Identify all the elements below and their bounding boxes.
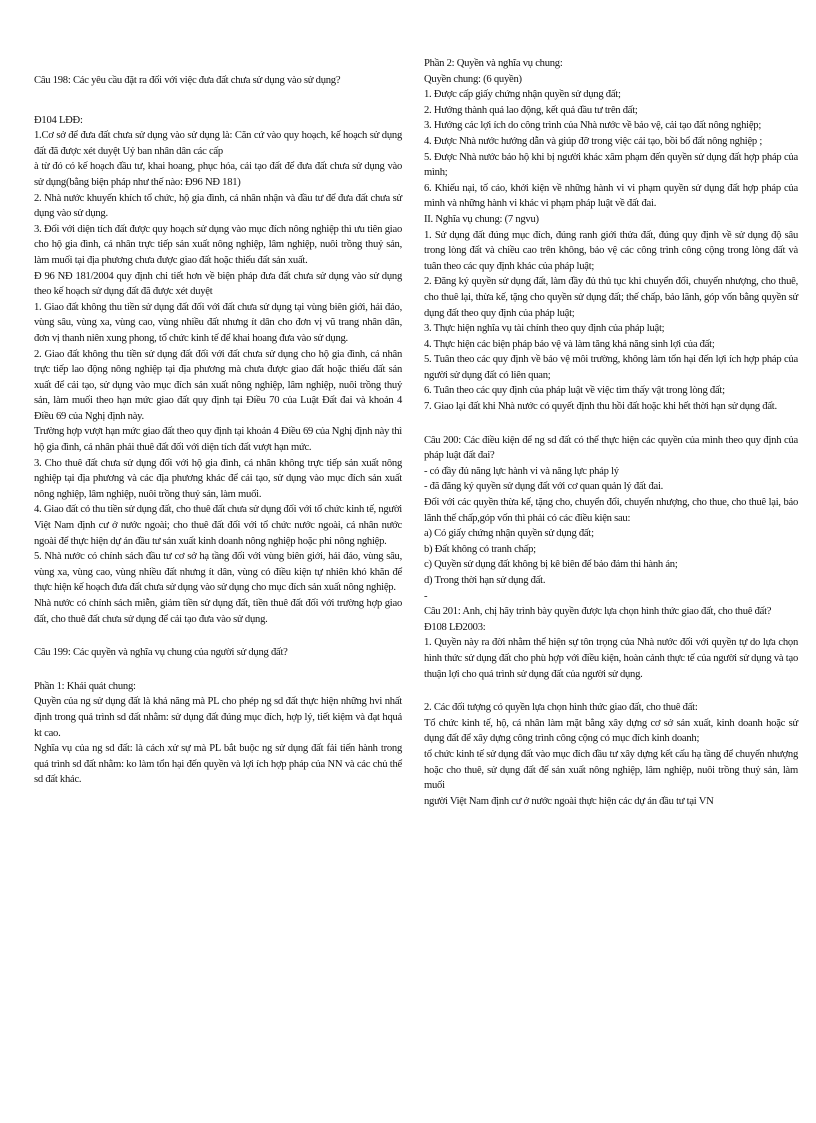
paragraph: Quyền của ng sử dụng đất là khả năng mà PL cho phép ng sd đất thực hiện những hvi nhất định trong quá trình sd đất nhằm: sử dụng đất đúng mục đích, hợp lý, tiết kiệm và đạt hquả kt cao. bbox=[34, 696, 402, 739]
list-item: 3. Hưởng các lợi ích do công trình của Nhà nước về bảo vệ, cải tạo đất nông nghiệp; bbox=[424, 120, 762, 132]
list-item: 2. Đăng ký quyền sử dụng đất, làm đầy đủ thủ tục khi chuyển đổi, chuyển nhượng, cho thuê, cho thuê lại, thừa kế, tặng cho quyền sử dụng đất; thế chấp, bảo lãnh, góp vốn bằng quyền sử dụng đất theo quy định của pháp luật; bbox=[424, 276, 798, 319]
paragraph: Trường hợp vượt hạn mức giao đất theo quy định tại khoản 4 Điều 69 của Nghị định này thì hộ gia đình, cá nhân phải thuê đất đối với diện tích đất vượt hạn mức. bbox=[34, 426, 402, 454]
paragraph: 1. Quyền này ra đời nhằm thể hiện sự tôn trọng của Nhà nước đối với quyền tự do lựa chọn hình thức sử dụng đất cho phù hợp với điều kiện, hoàn cảnh thực tế của người sử dụng và tạo thuận lợi cho quá trình sử dụng đất của người sử dụng. bbox=[424, 637, 798, 680]
question-201: Câu 201: Anh, chị hãy trình bày quyền được lựa chọn hình thức giao đất, cho thuê đất? bbox=[424, 606, 772, 618]
paragraph: à từ đó có kế hoạch đầu tư, khai hoang, phục hóa, cải tạo đất để đưa đất chưa sử dụng vào sử dụng(bằng biện pháp như thế nào: Đ96 NĐ 181) bbox=[34, 161, 402, 188]
list-item: 1. Sử dụng đất đúng mục đích, đúng ranh giới thửa đất, đúng quy định về sử dụng độ sâu trong lòng đất và chiều cao trên không, bảo vệ các công trình công cộng trong lòng đất và tuân theo các quy định khác của pháp luật; bbox=[424, 229, 798, 272]
paragraph: 2. Nhà nước khuyến khích tổ chức, hộ gia đình, cá nhân nhận và đầu tư để đưa đất chưa sử dụng vào sử dụng. bbox=[34, 192, 402, 220]
question-200: Câu 200: Các điều kiện để ng sd đất có thể thực hiện các quyền của mình theo quy định của pháp luật đất đai? bbox=[424, 434, 798, 462]
list-item: 3. Thực hiện nghĩa vụ tài chính theo quy định của pháp luật; bbox=[424, 323, 665, 335]
paragraph: 2. Các đối tượng có quyền lựa chọn hình thức giao đất, cho thuê đất: bbox=[424, 702, 698, 714]
paragraph: Nhà nước có chính sách miễn, giảm tiền sử dụng đất, tiền thuê đất đối với trường hợp giao đất, cho thuê đất chưa sử dụng để cải tạo đưa vào sử dụng. bbox=[34, 598, 402, 625]
list-item: 4. Được Nhà nước hướng dẫn và giúp đỡ trong việc cải tạo, bồi bổ đất nông nghiệp ; bbox=[424, 135, 763, 147]
list-item: b) Đất không có tranh chấp; bbox=[424, 543, 536, 555]
paragraph: Nghĩa vụ của ng sd đất: là cách xử sự mà PL bắt buộc ng sử dụng đất fải tiến hành trong quá trình sd đất nhằm: ko làm tổn hại đến quyền và lợi ích hợp pháp của NN và các chủ thể sd đất khác. bbox=[34, 743, 402, 786]
paragraph: Đối với các quyền thừa kế, tặng cho, chuyển đổi, chuyển nhượng, cho thue, cho thuê lại, bảo lãnh thế chấp,góp vốn thì phải có các điều kiện sau: bbox=[424, 497, 798, 524]
list-item: 6. Khiếu nại, tố cáo, khởi kiện về những hành vi vi phạm quyền sử dụng đất hợp pháp của mình và những hành vi khác vi phạm pháp luật về đất đai. bbox=[424, 182, 798, 210]
question-198: Câu 198: Các yêu cầu đặt ra đối với việc đưa đất chưa sử dụng vào sử dụng? bbox=[34, 75, 341, 86]
paragraph: 4. Giao đất có thu tiền sử dụng đất, cho thuê đất chưa sử dụng đối với tổ chức kinh tế, người Việt Nam định cư ở nước ngoài; cho thuê đất đối với tổ chức nước ngoài, cá nhân nước ngoài để thực hiện dự án đầu tư sản xuất kinh doanh nông nghiệp hoặc phi nông nghiệp. bbox=[34, 504, 402, 547]
list-item: 6. Tuân theo các quy định của pháp luật về việc tìm thấy vật trong lòng đất; bbox=[424, 385, 725, 397]
paragraph: 5. Nhà nước có chính sách đầu tư cơ sở hạ tầng đối với vùng biên giới, hải đảo, vùng sâu, vùng xa, vùng cao, vùng nhiều đất nhưng ít dân, vùng có điều kiện tự nhiên khó khăn để thực hiện kế hoạch đưa đất chưa sử dụng vào sử dụng cho mục đích sản xuất nông nghiệp. bbox=[34, 551, 402, 594]
list-item: 5. Tuân theo các quy định về bảo vệ môi trường, không làm tổn hại đến lợi ích hợp pháp của người sử dụng đất có liên quan; bbox=[424, 354, 798, 381]
list-item: d) Trong thời hạn sử dụng đất. bbox=[424, 575, 546, 586]
paragraph: 1. Giao đất không thu tiền sử dụng đất đối với đất chưa sử dụng tại vùng biên giới, hải đảo, vùng sâu, vùng xa, vùng cao, vùng nhiều đất nhưng ít dân cho đơn vị vũ trang nhân dân, đơn vị thanh niên xung phong, tổ chức kinh tế để khai hoang đưa vào sử dụng. bbox=[34, 301, 402, 344]
legal-reference: Đ104 LĐĐ: bbox=[34, 114, 83, 126]
list-item: 5. Được Nhà nước bảo hộ khi bị người khác xâm phạm đến quyền sử dụng đất hợp pháp của mình; bbox=[424, 151, 798, 179]
subheading: Quyền chung: (6 quyền) bbox=[424, 73, 522, 85]
separator-dash: - bbox=[424, 590, 428, 602]
left-column bbox=[34, 73, 402, 788]
paragraph: tổ chức kinh tế sử dụng đất vào mục đích đầu tư xây dựng kết cấu hạ tầng để chuyển nhượng hoặc cho thuê, sử dụng đất để sản xuất nông nghiệp, lâm nghiệp, nuôi trồng thuỷ sản, làm muối bbox=[424, 748, 798, 792]
section-heading: Phần 2: Quyền và nghĩa vụ chung: bbox=[424, 58, 563, 69]
section-heading: Phần 1: Khái quát chung: bbox=[34, 680, 136, 692]
list-item: - có đầy đủ năng lực hành vi và năng lực pháp lý bbox=[424, 465, 619, 477]
right-column bbox=[424, 56, 798, 809]
paragraph: 3. Cho thuê đất chưa sử dụng đối với hộ gia đình, cá nhân không trực tiếp sản xuất nông nghiệp tại địa phương và các địa phương khác để cải tạo, sử dụng vào mục đích sản xuất nông nghiệp, lâm nghiệp, nuôi trồng thuỷ sản, làm muối. bbox=[34, 457, 402, 500]
list-item: c) Quyền sử dụng đất không bị kê biên để bảo đảm thi hành án; bbox=[424, 559, 678, 571]
paragraph: 2. Giao đất không thu tiền sử dụng đất đối với đất chưa sử dụng cho hộ gia đình, cá nhân trực tiếp lao động nông nghiệp tại địa phương mà chưa được giao đất hoặc thiếu đất sản xuất để cải tạo, sử dụng vào mục đích sản xuất nông nghiệp, lâm nghiệp, nuôi trồng thuỷ sản, làm muối theo hạn mức giao đất quy định tại Điều 70 của Luật Đất đai và khoản 4 Điều 69 của Nghị định này. bbox=[34, 348, 402, 422]
list-item: - đã đăng ký quyền sử dụng đất với cơ quan quản lý đất đai. bbox=[424, 481, 664, 493]
paragraph: người Việt Nam định cư ở nước ngoài thực hiện các dự án đầu tư tại VN bbox=[424, 795, 714, 807]
list-item: 1. Được cấp giấy chứng nhận quyền sử dụng đất; bbox=[424, 89, 621, 101]
paragraph: 3. Đối với diện tích đất được quy hoạch sử dụng vào mục đích nông nghiệp thì ưu tiên giao cho hộ gia đình, cá nhân trực tiếp sản xuất nông nghiệp, lâm nghiệp, nuôi trồng thuỷ sản, làm muối tại địa phương chưa được giao đất hoặc thiếu đất sản xuất. bbox=[34, 223, 402, 266]
list-item: 4. Thực hiện các biện pháp bảo vệ và làm tăng khả năng sinh lợi của đất; bbox=[424, 338, 715, 350]
list-item: 2. Hưởng thành quả lao động, kết quả đầu tư trên đất; bbox=[424, 104, 638, 116]
list-item: a) Có giấy chứng nhận quyền sử dụng đất; bbox=[424, 528, 594, 540]
list-item: 7. Giao lại đất khi Nhà nước có quyết định thu hồi đất hoặc khi hết thời hạn sử dụng đất. bbox=[424, 401, 777, 413]
paragraph: Tổ chức kinh tế, hộ, cá nhân làm mặt bằng xây dựng cơ sở sản xuất, kinh doanh hoặc sử dụng đất để xây dựng công trình công cộng có mục đích kinh doanh; bbox=[424, 717, 798, 745]
paragraph: 1.Cơ sở để đưa đất chưa sử dụng vào sử dụng là: Căn cứ vào quy hoạch, kế hoạch sử dụng đất đã được xét duyệt Uỷ ban nhân dân các cấp bbox=[34, 130, 402, 157]
subheading: II. Nghĩa vụ chung: (7 ngvu) bbox=[424, 213, 539, 225]
question-199: Câu 199: Các quyền và nghĩa vụ chung của người sử dụng đất? bbox=[34, 647, 288, 659]
paragraph: Đ 96 NĐ 181/2004 quy định chi tiết hơn về biện pháp đưa đất chưa sử dụng vào sử dụng theo kế hoạch sử dụng đất đã được xét duyệt bbox=[34, 270, 402, 298]
legal-reference: Đ108 LĐ2003: bbox=[424, 621, 486, 633]
